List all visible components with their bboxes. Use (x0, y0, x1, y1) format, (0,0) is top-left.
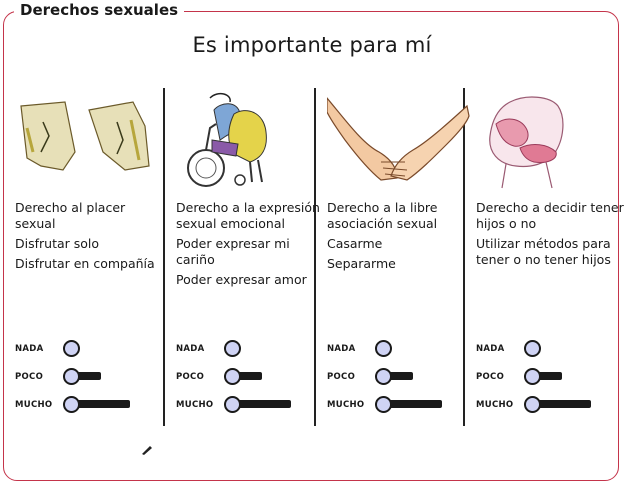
right-item: Disfrutar en compañía (15, 256, 155, 271)
scale-bar-mucho (387, 400, 442, 408)
scale-knob[interactable] (375, 368, 392, 385)
scale-label: NADA (476, 344, 505, 354)
section-title: Derechos sexuales (14, 1, 184, 19)
right-item: Utilizar métodos para tener o no tener hijos (476, 236, 611, 267)
scale-knob[interactable] (524, 340, 541, 357)
scale-label: MUCHO (15, 400, 53, 410)
column-divider (163, 88, 165, 426)
scale-knob[interactable] (63, 340, 80, 357)
scale-bar-mucho (536, 400, 591, 408)
scale-knob[interactable] (224, 396, 241, 413)
scale-bar-mucho (236, 400, 291, 408)
right-title: Derecho al placer sexual (15, 200, 126, 231)
scale-bar-mucho (75, 400, 130, 408)
pencil-icon (140, 445, 154, 455)
right-item: Poder expresar amor (176, 272, 307, 287)
right-item: Disfrutar solo (15, 236, 100, 251)
scale-label: MUCHO (327, 400, 365, 410)
scale-knob[interactable] (524, 396, 541, 413)
scale-label: POCO (476, 372, 505, 382)
scale-label: NADA (15, 344, 44, 354)
scale-label: NADA (176, 344, 205, 354)
scale-knob[interactable] (375, 340, 392, 357)
scale-knob[interactable] (375, 396, 392, 413)
right-item: Separarme (327, 256, 396, 271)
wheelchair-hug-icon (176, 92, 324, 192)
pregnant-belly-icon (476, 92, 624, 192)
scale-knob[interactable] (63, 368, 80, 385)
page-title: Es importante para mí (192, 33, 432, 57)
right-title: Derecho a la libre asociación sexual (327, 200, 438, 231)
scale-label: NADA (327, 344, 356, 354)
scale-label: MUCHO (176, 400, 214, 410)
right-item: Casarme (327, 236, 383, 251)
holding-hands-icon (327, 92, 475, 192)
scale-label: POCO (327, 372, 356, 382)
scale-label: POCO (176, 372, 205, 382)
right-title: Derecho a la expresión sexual emocional (176, 200, 320, 231)
scale-label: MUCHO (476, 400, 514, 410)
scale-knob[interactable] (224, 340, 241, 357)
scale-knob[interactable] (524, 368, 541, 385)
right-item: Poder expresar mi cariño (176, 236, 290, 267)
bodies-icon (15, 92, 163, 192)
scale-knob[interactable] (63, 396, 80, 413)
scale-knob[interactable] (224, 368, 241, 385)
scale-label: POCO (15, 372, 44, 382)
right-title: Derecho a decidir tener hijos o no (476, 200, 624, 231)
